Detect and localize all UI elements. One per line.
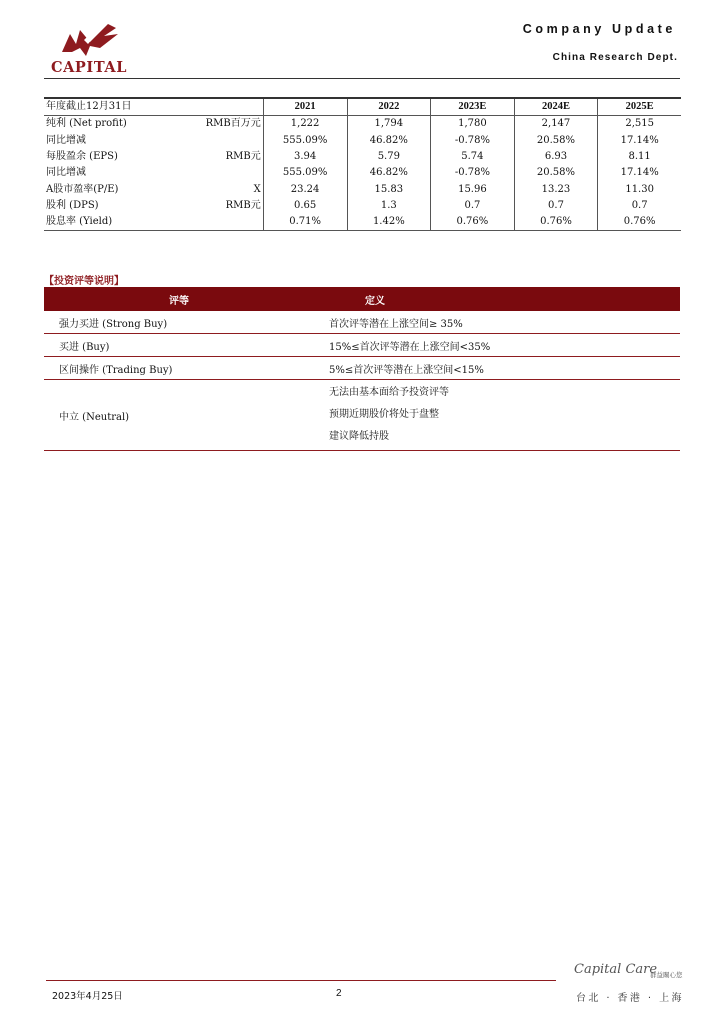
rating-grade: 买进 (Buy) <box>44 334 315 357</box>
row-label: 每股盈余 (EPS) <box>46 151 118 163</box>
year-header: 2021 <box>263 98 347 116</box>
table-cell: 3.94 <box>263 149 347 165</box>
table-cell: 555.09% <box>263 133 347 149</box>
capital-care-logo: Capital Care <box>574 962 658 977</box>
rating-grade: 中立 (Neutral) <box>44 380 315 451</box>
table-row <box>44 149 681 165</box>
row-unit <box>180 133 264 149</box>
rating-definition: 首次评等潜在上涨空间≥ 35% <box>315 311 680 334</box>
eagle-logo-icon <box>60 22 120 58</box>
table-cell: 0.7 <box>431 198 515 214</box>
table-cell: 0.71% <box>263 214 347 231</box>
rating-row <box>44 334 680 357</box>
definition-column-header: 定义 <box>315 287 680 311</box>
row-unit: RMB元 <box>225 199 261 211</box>
table-cell: 555.09% <box>263 165 347 181</box>
table-cell: 15.83 <box>347 181 431 197</box>
financial-summary-table <box>44 97 681 231</box>
row-unit: RMB百万元 <box>205 118 261 130</box>
table-cell: 6.93 <box>514 149 598 165</box>
page-number: 2 <box>336 988 342 999</box>
table-cell: 13.23 <box>514 181 598 197</box>
fiscal-year-label: 年度截止12月31日 <box>46 101 132 113</box>
table-cell: 1.3 <box>347 198 431 214</box>
table-row <box>44 198 681 214</box>
table-cell: 46.82% <box>347 165 431 181</box>
table-cell: 2,147 <box>514 116 598 133</box>
table-cell: 1,222 <box>263 116 347 133</box>
table-cell: -0.78% <box>431 165 515 181</box>
table-cell: 1.42% <box>347 214 431 231</box>
rating-row <box>44 380 680 451</box>
logo-text: CAPITAL <box>50 59 128 76</box>
brand-slogan: 群益關心您 <box>650 971 683 979</box>
rating-header-row <box>44 287 680 311</box>
row-label: 同比增减 <box>46 134 86 146</box>
rating-definition: 5%≤首次评等潜在上涨空间<15% <box>315 357 680 380</box>
table-row <box>44 116 681 133</box>
table-row <box>44 181 681 197</box>
header-divider <box>44 78 680 79</box>
rating-grade: 区间操作 (Trading Buy) <box>44 357 315 380</box>
report-date: 2023年4月25日 <box>52 991 123 1002</box>
rating-grade: 强力买进 (Strong Buy) <box>44 311 315 334</box>
table-cell: 0.7 <box>598 198 681 214</box>
table-row <box>44 214 681 231</box>
table-cell: -0.78% <box>431 133 515 149</box>
company-logo <box>44 22 134 74</box>
table-row <box>44 133 681 149</box>
table-cell: 20.58% <box>514 133 598 149</box>
table-cell: 2,515 <box>598 116 681 133</box>
year-header: 2024E <box>514 98 598 116</box>
office-cities: 台北 · 香港 · 上海 <box>576 993 684 1004</box>
table-cell: 11.30 <box>598 181 681 197</box>
definition-line: 无法由基本面给予投资评等 <box>329 387 449 398</box>
row-label: A股市盈率(P/E) <box>46 183 119 195</box>
table-cell: 17.14% <box>598 165 681 181</box>
table-cell: 23.24 <box>263 181 347 197</box>
table-cell: 15.96 <box>431 181 515 197</box>
row-label: 同比增减 <box>46 167 86 179</box>
table-cell: 46.82% <box>347 133 431 149</box>
rating-definition-table <box>44 287 680 451</box>
rating-section-title: 【投资评等说明】 <box>44 276 124 287</box>
rating-row <box>44 357 680 380</box>
table-cell: 17.14% <box>598 133 681 149</box>
table-cell: 0.7 <box>514 198 598 214</box>
table-cell: 0.65 <box>263 198 347 214</box>
table-cell: 0.76% <box>431 214 515 231</box>
rating-definition <box>315 380 680 451</box>
rating-definition: 15%≤首次评等潜在上涨空间<35% <box>315 334 680 357</box>
table-cell: 20.58% <box>514 165 598 181</box>
table-cell: 0.76% <box>514 214 598 231</box>
row-label: 股利 (DPS) <box>46 199 99 211</box>
row-label: 股息率 (Yield) <box>46 216 113 228</box>
year-header: 2023E <box>431 98 515 116</box>
unit-header <box>180 98 264 116</box>
table-cell: 0.76% <box>598 214 681 231</box>
definition-line: 预期近期股价将处于盘整 <box>329 409 439 420</box>
table-cell: 5.74 <box>431 149 515 165</box>
row-unit: RMB元 <box>225 151 261 163</box>
row-label: 纯利 (Net profit) <box>46 118 127 130</box>
row-unit: X <box>253 183 261 195</box>
footer-divider <box>46 980 556 981</box>
year-header: 2022 <box>347 98 431 116</box>
document-title: Company Update <box>522 22 676 36</box>
year-header: 2025E <box>598 98 681 116</box>
table-cell: 1,780 <box>431 116 515 133</box>
table-cell: 5.79 <box>347 149 431 165</box>
row-unit <box>180 165 264 181</box>
grade-column-header: 评等 <box>44 287 315 311</box>
rating-row <box>44 311 680 334</box>
table-cell: 1,794 <box>347 116 431 133</box>
definition-line: 建议降低持股 <box>329 431 389 442</box>
table-cell: 8.11 <box>598 149 681 165</box>
table-row <box>44 165 681 181</box>
department-label: China Research Dept. <box>552 52 678 63</box>
table-header-row <box>44 98 681 116</box>
row-unit <box>180 214 264 231</box>
